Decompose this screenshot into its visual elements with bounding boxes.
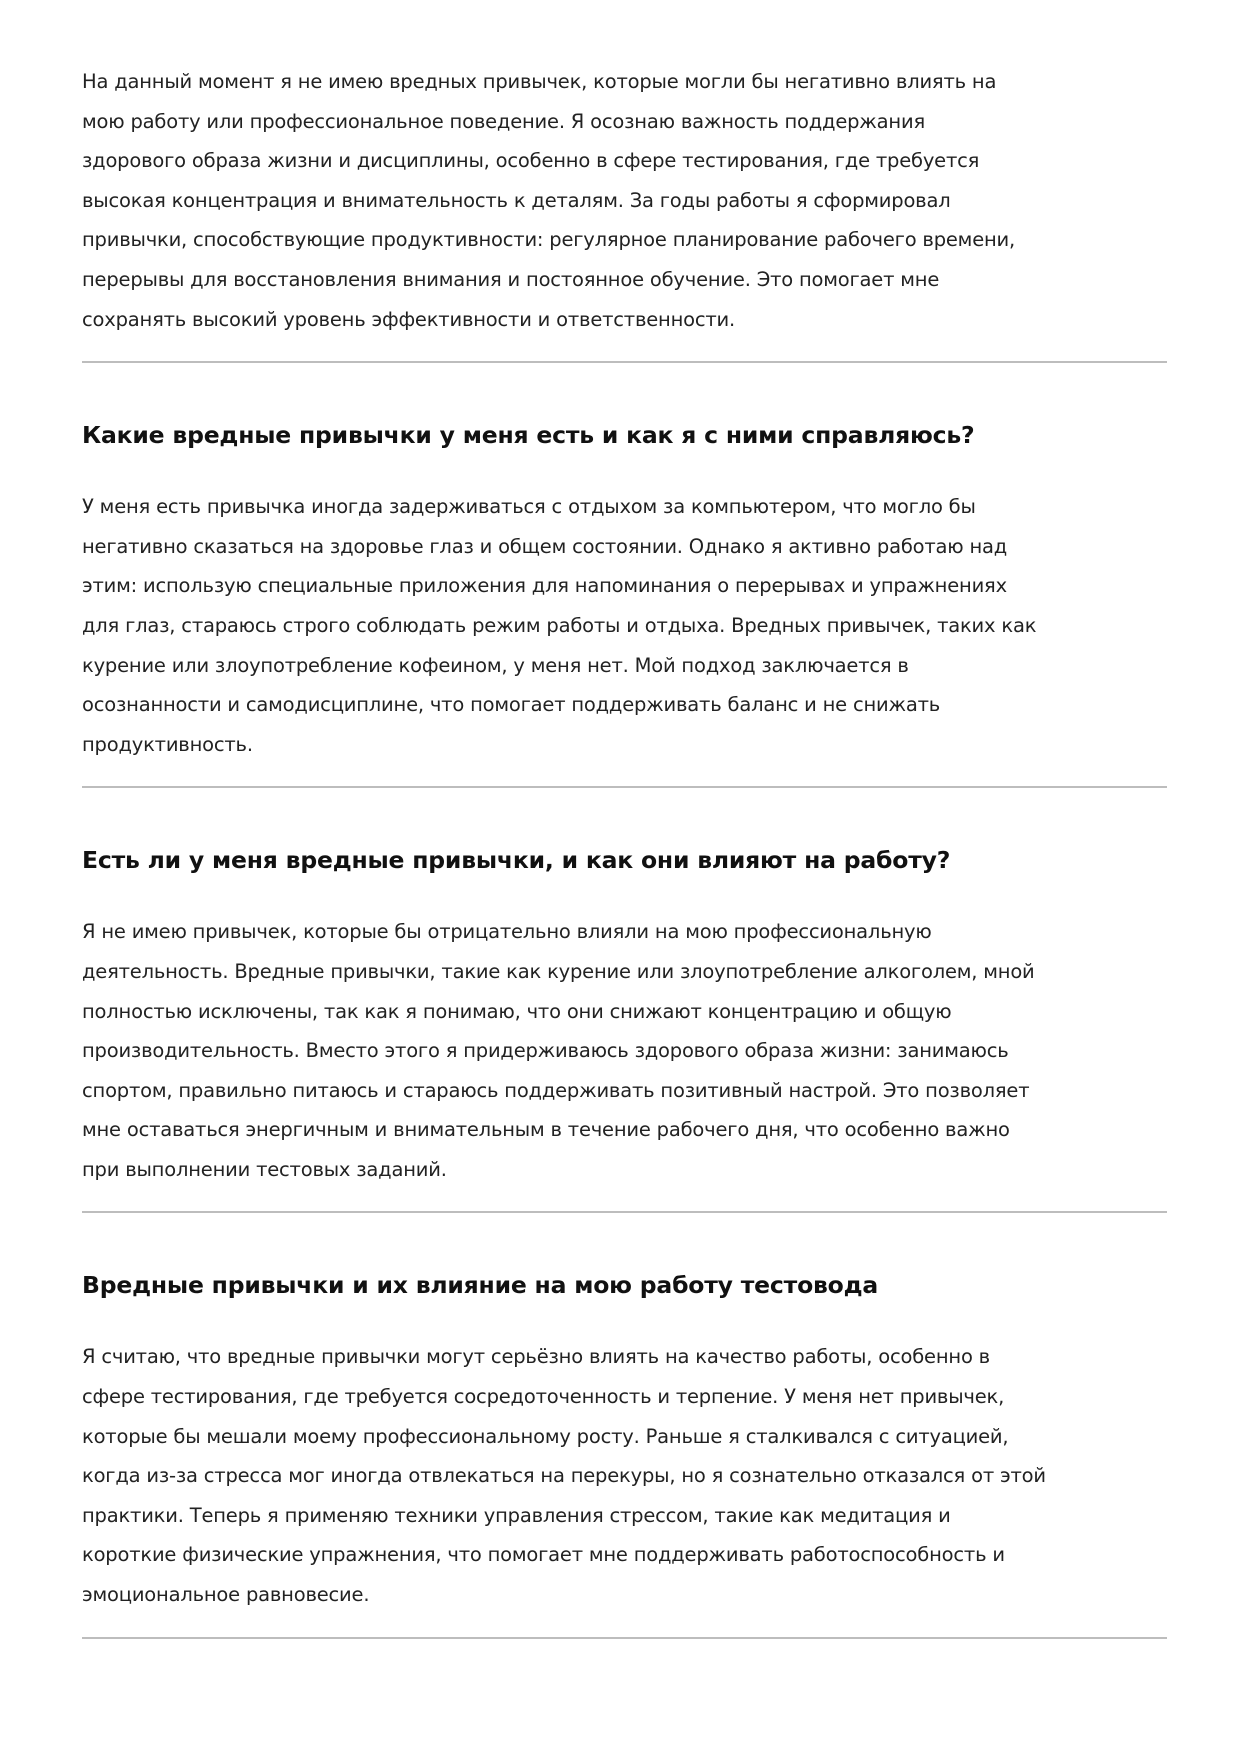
section-heading: Какие вредные привычки у меня есть и как я с ними справляюсь? (82, 421, 975, 450)
section-heading: Есть ли у меня вредные привычки, и как они влияют на работу? (82, 846, 951, 875)
paragraph-line: сохранять высокий уровень эффективности и ответственности. (82, 307, 736, 331)
paragraph-line: негативно сказаться на здоровье глаз и общем состоянии. Однако я активно работаю над (82, 534, 1008, 558)
section-divider (82, 1211, 1167, 1213)
paragraph-line: для глаз, стараюсь строго соблюдать режим работы и отдыха. Вредных привычек, таких как (82, 613, 1037, 637)
answer-section (82, 419, 1167, 788)
paragraph-line: практики. Теперь я применяю техники управления стрессом, такие как медитация и (82, 1503, 951, 1527)
paragraph-line: Я считаю, что вредные привычки могут серьёзно влиять на качество работы, особенно в (82, 1345, 990, 1369)
answer-section (82, 844, 1167, 1213)
paragraph-line: У меня есть привычка иногда задерживаться с отдыхом за компьютером, что могло бы (82, 495, 976, 519)
paragraph-line: здорового образа жизни и дисциплины, особенно в сфере тестирования, где требуется (82, 149, 980, 173)
paragraph-line: деятельность. Вредные привычки, такие как курение или злоупотребление алкоголем, мной (82, 959, 1035, 983)
answer-section (82, 1269, 1167, 1638)
paragraph-line: этим: использую специальные приложения для напоминания о перерывах и упражнениях (82, 574, 1007, 598)
paragraph-line: привычки, способствующие продуктивности: регулярное планирование рабочего времени, (82, 228, 1016, 252)
article-content (82, 62, 1167, 1639)
section-paragraph (82, 1337, 1167, 1614)
paragraph-line: мою работу или профессиональное поведение. Я осознаю важность поддержания (82, 109, 925, 133)
paragraph-line: курение или злоупотребление кофеином, у меня нет. Мой подход заключается в (82, 653, 909, 677)
paragraph-line: короткие физические упражнения, что помогает мне поддерживать работоспособность и (82, 1543, 1005, 1567)
paragraph-line: продуктивность. (82, 732, 253, 756)
paragraph-line: осознанности и самодисциплине, что помогает поддерживать баланс и не снижать (82, 693, 941, 717)
paragraph-line: Я не имею привычек, которые бы отрицательно влияли на мою профессиональную (82, 920, 932, 944)
section-divider (82, 1637, 1167, 1639)
paragraph-line: когда из-за стресса мог иногда отвлекаться на перекуры, но я сознательно отказался от этой (82, 1464, 1046, 1488)
section-divider (82, 361, 1167, 363)
paragraph-line: эмоциональное равновесие. (82, 1583, 370, 1607)
paragraph-line: высокая концентрация и внимательность к деталям. За годы работы я сформировал (82, 188, 951, 212)
paragraph-line: при выполнении тестовых заданий. (82, 1157, 447, 1181)
paragraph-line: спортом, правильно питаюсь и стараюсь поддерживать позитивный настрой. Это позволяет (82, 1078, 1030, 1102)
section-paragraph (82, 62, 1167, 339)
paragraph-line: которые бы мешали моему профессиональному росту. Раньше я сталкивался с ситуацией, (82, 1424, 1009, 1448)
paragraph-line: производительность. Вместо этого я придерживаюсь здорового образа жизни: занимаюсь (82, 1039, 1009, 1063)
section-heading: Вредные привычки и их влияние на мою работу тестовода (82, 1271, 879, 1300)
paragraph-line: сфере тестирования, где требуется сосредоточенность и терпение. У меня нет привычек, (82, 1385, 1005, 1409)
paragraph-line: мне оставаться энергичным и внимательным в течение рабочего дня, что особенно важно (82, 1118, 1010, 1142)
answer-section (82, 62, 1167, 363)
section-paragraph (82, 487, 1167, 764)
section-divider (82, 786, 1167, 788)
section-paragraph (82, 912, 1167, 1189)
paragraph-line: перерывы для восстановления внимания и постоянное обучение. Это помогает мне (82, 267, 940, 291)
paragraph-line: полностью исключены, так как я понимаю, что они снижают концентрацию и общую (82, 999, 952, 1023)
paragraph-line: На данный момент я не имею вредных привычек, которые могли бы негативно влиять на (82, 70, 997, 93)
